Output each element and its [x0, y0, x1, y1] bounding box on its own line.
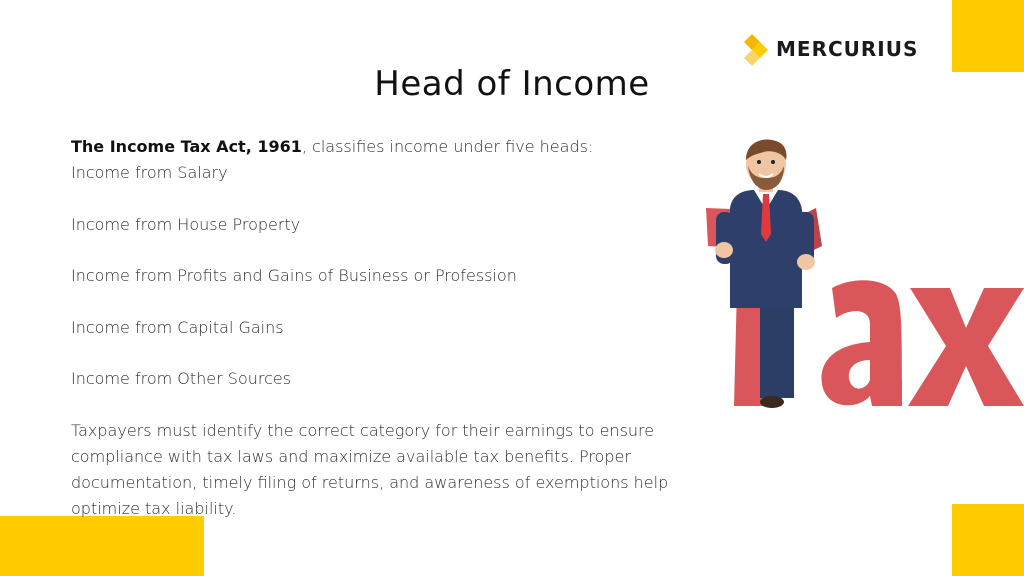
- intro-bold-text: The Income Tax Act, 1961: [71, 137, 302, 156]
- income-head-item: Income from Profits and Gains of Business or Profession: [71, 266, 517, 285]
- accent-block-top-right: [952, 0, 1024, 72]
- income-head-item: Income from Salary: [71, 163, 228, 182]
- income-head-item: Income from Capital Gains: [71, 317, 284, 337]
- income-head-item: Income from House Property: [71, 214, 301, 234]
- main-content: [71, 134, 701, 522]
- accent-block-bottom-right: [952, 504, 1024, 576]
- accent-block-bottom-left: [0, 516, 204, 576]
- summary-paragraph: Taxpayers must identify the correct category for their earnings to ensure compliance with tax laws and maximize available tax benefits. Proper documentation, timely filing of returns, and awareness of exemptions help optimize tax liability.: [71, 420, 669, 518]
- diamond-logo-icon: [744, 32, 770, 66]
- intro-line: [71, 134, 701, 160]
- page-title: Head of Income: [374, 64, 650, 104]
- income-head-item: Income from Other Sources: [71, 369, 292, 388]
- income-heads-list: [71, 160, 701, 392]
- businessman-holding-tax-letters-icon: [704, 138, 1024, 416]
- intro-rest-text: , classifies income under five heads:: [301, 137, 594, 156]
- brand-logo: [744, 32, 918, 66]
- brand-name: MERCURIUS: [776, 37, 919, 61]
- tax-illustration: [704, 138, 1024, 416]
